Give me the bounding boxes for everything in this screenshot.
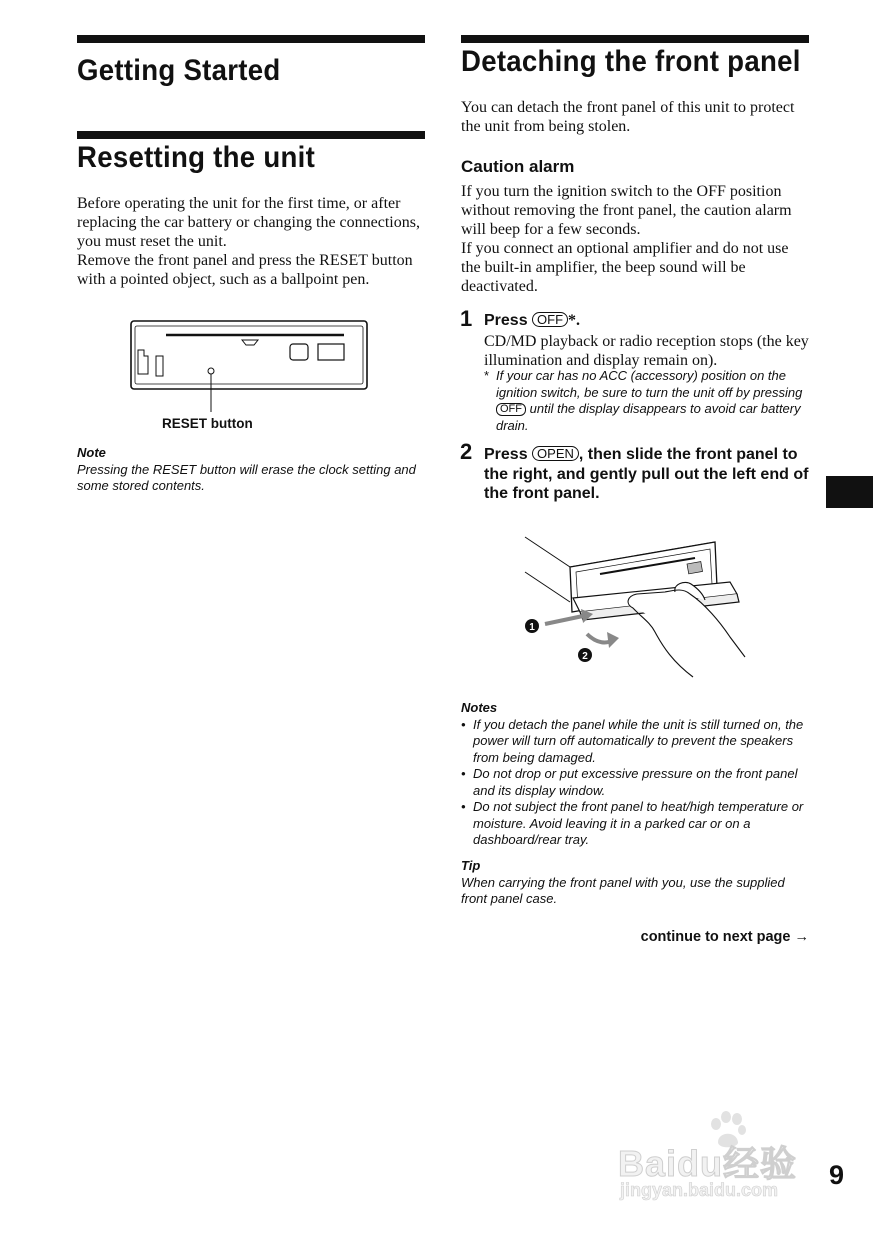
page-number: 9	[829, 1160, 845, 1190]
reset-button-label: RESET button	[162, 416, 253, 431]
unit-outline	[131, 321, 367, 389]
reset-paragraph-1: Before operating the unit for the first time, or after replacing the car battery or changing the connections, you must reset the unit.	[77, 195, 420, 250]
step-1-press-label: Press	[484, 312, 528, 329]
watermark-brand: Baidu经验	[618, 1143, 798, 1184]
watermark	[618, 1110, 823, 1200]
reset-figure	[130, 318, 370, 418]
note-item: • If you detach the panel while the unit is still turned on, the power will turn off automatically to prevent the speakers from being damaged.	[461, 717, 811, 767]
step-1-suffix: *.	[568, 312, 581, 329]
step-2-number: 2	[460, 439, 473, 464]
note-text: Pressing the RESET button will erase the clock setting and some stored contents.	[77, 461, 416, 493]
caution-text-2: If you connect an optional amplifier and do not use the built-in amplifier, the beep sound will be deactivated.	[461, 240, 789, 295]
note-item: • Do not drop or put excessive pressure on the front panel and its display window.	[461, 766, 811, 799]
section-title: Getting Started	[77, 54, 281, 87]
step-2-press-label: Press	[484, 446, 528, 463]
detach-figure	[515, 512, 755, 692]
tip-block	[461, 858, 811, 908]
note-item: • Do not subject the front panel to heat/high temperature or moisture. Avoid leaving it in a parked car or on a dashboard/rear tray.	[461, 799, 811, 849]
step-1-number: 1	[460, 306, 473, 331]
section-rule-detach	[461, 35, 809, 43]
step-1-footnote	[484, 368, 809, 434]
step-2-text: , then slide the front panel to the right, and gently pull out the left end of the front panel.	[484, 446, 809, 502]
watermark-url: jingyan.baidu.com	[620, 1180, 779, 1200]
caution-paragraph	[461, 182, 809, 296]
section-rule-top-left	[77, 35, 425, 43]
caution-text-1: If you turn the ignition switch to the OFF position without removing the front panel, the caution alarm will beep for a few seconds.	[461, 183, 792, 238]
step-1-body: CD/MD playback or radio reception stops (the key illumination and display remain on).	[484, 333, 809, 369]
note-item-text: Do not drop or put excessive pressure on the front panel and its display window.	[473, 766, 798, 798]
note-item-text: If you detach the panel while the unit is still turned on, the power will turn off automatically to prevent the speakers from being damaged.	[473, 716, 804, 765]
arrow-1	[545, 616, 583, 624]
note-title: Note	[77, 445, 106, 460]
detach-intro: You can detach the front panel of this unit to protect the unit from being stolen.	[461, 99, 795, 135]
step-1-instruction	[484, 312, 580, 330]
note-item-text: Do not subject the front panel to heat/high temperature or moisture. Avoid leaving it in a parked car or on a dashboard/rear tray.	[473, 799, 804, 847]
reset-heading: Resetting the unit	[77, 141, 316, 174]
footnote-mark: *	[484, 368, 490, 383]
tip-text: When carrying the front panel with you, use the supplied front panel case.	[461, 874, 785, 906]
marker-1: 1	[529, 622, 535, 633]
marker-2: 2	[582, 651, 588, 662]
section-rule-reset	[77, 131, 425, 139]
arrow-2-head	[607, 632, 619, 648]
off-key: OFF	[532, 312, 568, 327]
note-block	[77, 445, 429, 495]
reset-paragraph-2: Remove the front panel and press the RESET button with a pointed object, such as a ballpoint pen.	[77, 252, 413, 288]
notes-title: Notes	[461, 700, 498, 715]
footnote-text-b: until the display disappears to avoid car battery drain.	[496, 401, 801, 433]
tip-title: Tip	[461, 858, 481, 873]
caution-heading: Caution alarm	[461, 157, 575, 176]
reset-paragraph	[77, 194, 427, 289]
footnote-off-key: OFF	[496, 403, 526, 416]
side-tab-marker	[826, 476, 873, 508]
notes-block	[461, 700, 811, 849]
detach-heading: Detaching the front panel	[461, 45, 801, 78]
continue-label: continue to next page →	[640, 929, 809, 945]
chassis-side	[525, 572, 570, 602]
open-key: OPEN	[532, 446, 579, 461]
unit-display	[687, 562, 703, 574]
step-2-instruction	[484, 445, 809, 504]
footnote-text-a: If your car has no ACC (accessory) position on the ignition switch, be sure to turn the unit off by pressing	[496, 368, 803, 400]
